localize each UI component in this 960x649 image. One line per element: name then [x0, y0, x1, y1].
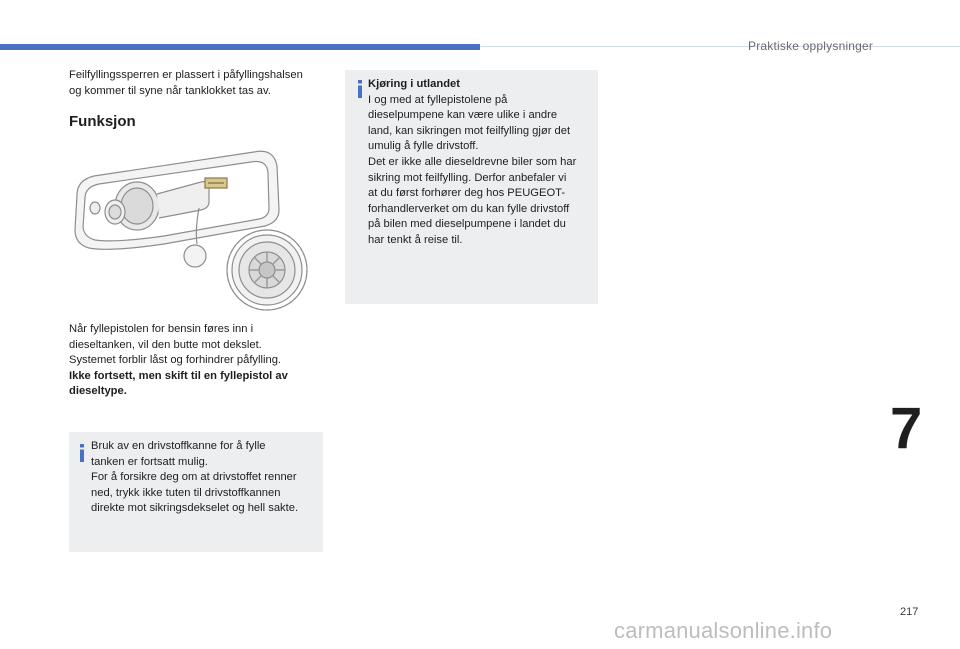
- note-line: direkte mot sikringsdekselet og hell sakte.: [91, 502, 299, 515]
- body-line: Systemet forblir låst og forhindrer påfylling.: [69, 354, 282, 367]
- note-line: ned, trykk ikke tuten til drivstoffkannen: [91, 486, 281, 499]
- note-line: har tenkt å reise til.: [368, 233, 463, 246]
- info-note-driving-abroad: [345, 70, 598, 304]
- intro-line: Feilfyllingssperren er plassert i påfyllingshalsen: [69, 69, 303, 81]
- note-line: Det er ikke alle dieseldrevne biler som har: [368, 155, 577, 168]
- note-line: dieselpumpene kan være ulike i andre: [368, 109, 558, 122]
- note-line: Bruk av en drivstoffkanne for å fylle: [91, 440, 266, 452]
- page-number: 217: [900, 606, 919, 618]
- header-accent-bar: [0, 44, 480, 50]
- body-paragraph: [69, 322, 329, 400]
- body-bold-line: dieseltype.: [69, 385, 127, 398]
- header-rule: [480, 46, 960, 47]
- body-line: dieseltanken, vil den butte mot dekslet.: [69, 338, 262, 351]
- body-bold-line: Ikke fortsett, men skift til en fyllepistol av: [69, 369, 288, 382]
- note-text: [368, 77, 594, 249]
- note-line: på bilen med dieselpumpene i landet du: [368, 218, 566, 231]
- note-title: Kjøring i utlandet: [368, 78, 460, 90]
- chapter-number: 7: [890, 396, 923, 461]
- section-heading: Funksjon: [69, 113, 136, 130]
- intro-line: og kommer til syne når tanklokket tas av.: [69, 84, 271, 97]
- info-icon: [76, 444, 88, 462]
- body-line: Når fyllepistolen for bensin føres inn i: [69, 323, 254, 335]
- watermark: carmanualsonline.info: [614, 618, 833, 643]
- intro-paragraph: [69, 68, 339, 99]
- info-icon: [354, 80, 366, 98]
- info-note-fuel-can: [69, 432, 323, 552]
- note-line: tanken er fortsatt mulig.: [91, 455, 208, 468]
- fuel-filler-neck-illustration: [69, 140, 321, 312]
- note-line: umulig å fylle drivstoff.: [368, 140, 479, 153]
- section-title: Praktiske opplysninger: [748, 39, 874, 53]
- note-line: I og med at fyllepistolene på: [368, 93, 508, 106]
- note-text: [91, 439, 319, 517]
- note-line: land, kan sikringen mot feilfylling gjør det: [368, 124, 571, 137]
- note-line: at du først forhører deg hos PEUGEOT-: [368, 187, 566, 200]
- note-line: sikring mot feilfylling. Derfor anbefaler vi: [368, 171, 567, 184]
- note-line: forhandlerverket om du kan fylle drivstoff: [368, 202, 570, 215]
- note-line: For å forsikre deg om at drivstoffet renner: [91, 471, 297, 484]
